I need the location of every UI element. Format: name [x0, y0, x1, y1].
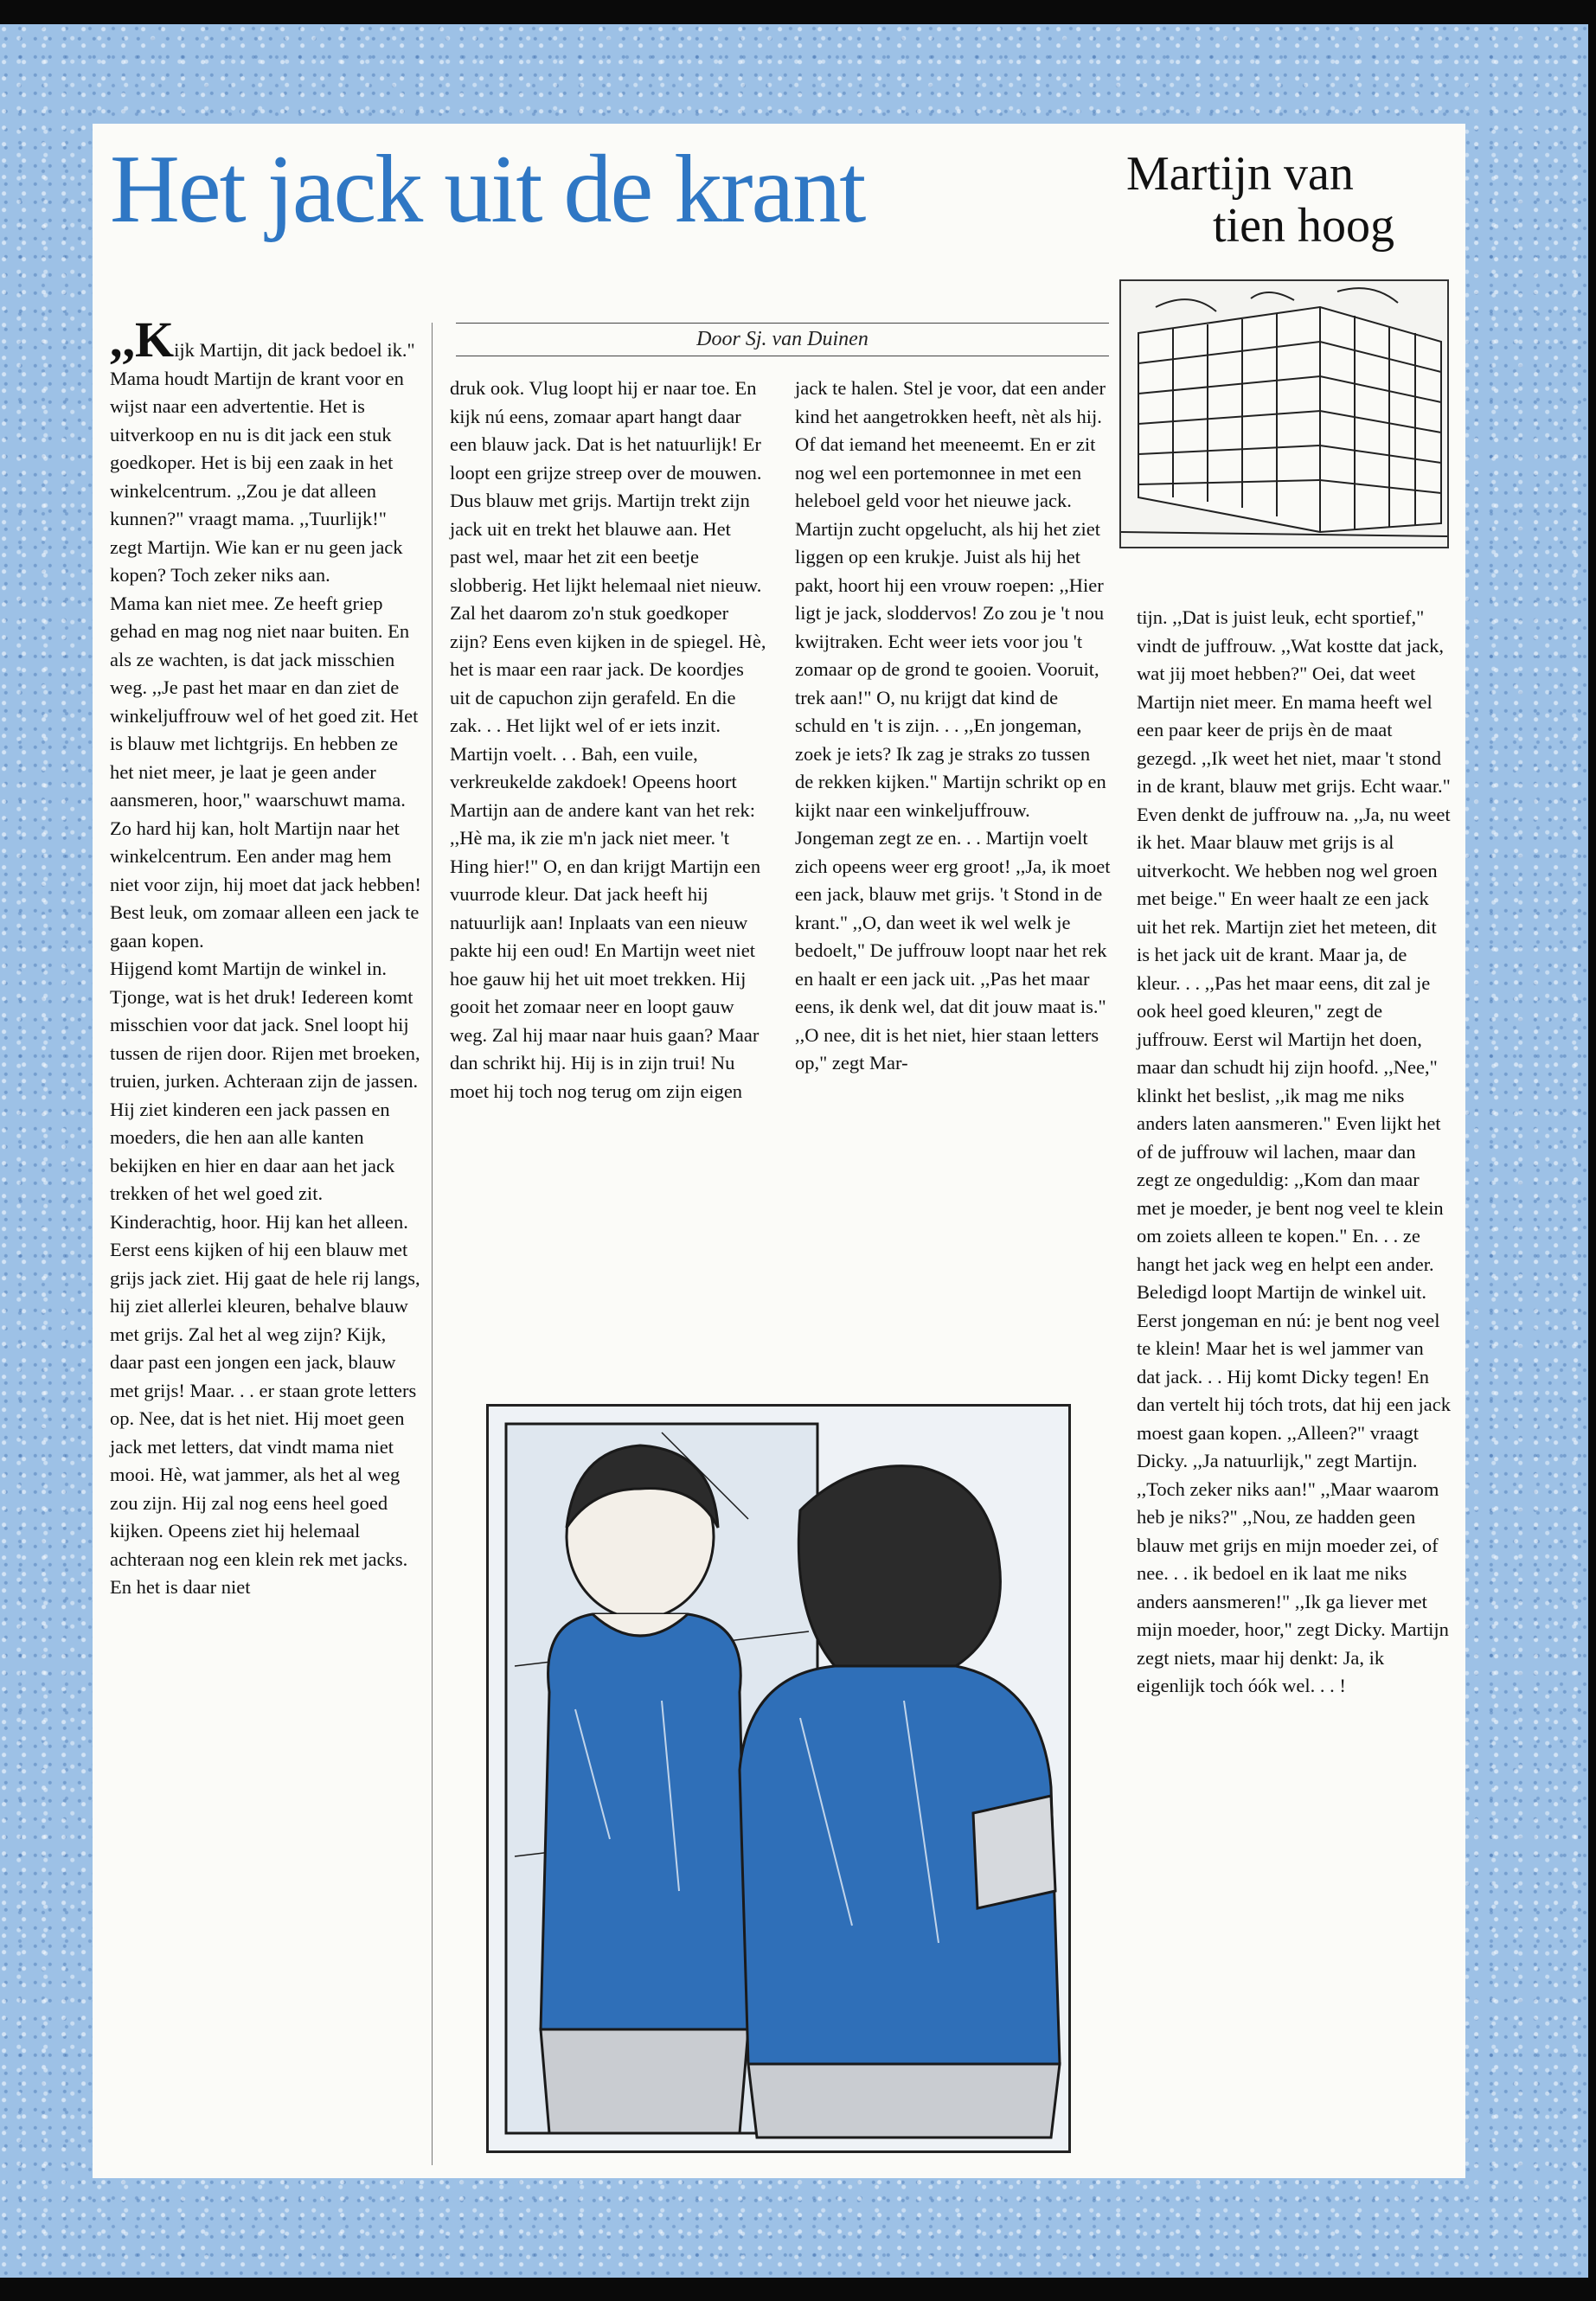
paragraph: Hijgend komt Martijn de winkel in. Tjonge, wat is het druk! Iedereen komt misschien voor dat jack. Snel loopt hij tussen de rijen door. Rijen met broeken, truien, jurken. Achteraan zijn de jassen. Hij ziet kinderen een jack passen en moeders, die hen aan alle kanten bekijken en hier en daar aan het jack trekken of het wel goed zit. Kinderachtig, hoor. Hij kan het alleen. Eerst eens kijken of hij een blauw met grijs jack ziet. Hij gaat de hele rij langs, hij ziet allerlei kleuren, behalve blauw met grijs. Zal het al weg zijn? Kijk, daar past een jongen een jack, blauw met grijs! Maar. . . er staan grote letters op. Nee, dat is het niet. Hij moet geen jack met letters, dat vindt mama niet mooi. Hè, wat jammer, als het al weg zou zijn. Hij zal nog eens heel goed kijken. Opeens ziet hij helemaal achteraan nog een klein rek met jacks. En het is daar niet: [110, 958, 420, 1598]
apartment-building-illustration: [1119, 279, 1449, 548]
article-title: Het jack uit de krant: [110, 136, 865, 243]
paragraph: Mama kan niet mee. Ze heeft griep gehad en mag nog niet naar buiten. En als ze wachten, is dat jack misschien weg. ,,Je past het maar en dan ziet de winkeljuffrouw wel of het goed zit. Het is blauw met lichtgrijs. En hebben ze het niet meer, je laat je geen ander aansmeren, hoor," waarschuwt mama.: [110, 592, 419, 811]
paragraph: druk ook. Vlug loopt hij er naar toe. En kijk nú eens, zomaar apart hangt daar een blauw jack. Dat is het natuurlijk! Er loopt een grijze streep over de mouwen. Dus blauw met grijs. Martijn trekt zijn jack uit en trekt het blauwe aan. Het past wel, maar het zit een beetje slobberig. Het lijkt helemaal niet nieuw. Zal het daarom zo'n stuk goedkoper zijn? Eens even kijken in de spiegel. Hè, het is maar een raar jack. De koordjes uit de capuchon zijn gerafeld. En die zak. . . Het lijkt wel of er iets inzit. Martijn voelt. . . Bah, een vuile, verkreukelde zakdoek! Opeens hoort Martijn aan de andere kant van het rek: ,,Hè ma, ik zie m'n jack niet meer. 't Hing hier!" O, en dan krijgt Martijn een vuurrode kleur. Dat jack heeft hij natuurlijk aan! Inplaats van een nieuw pakte hij een oud! En Martijn weet niet hoe gauw hij het uit moet trekken. Hij gooit het zomaar neer en loopt gauw weg. Zal hij maar naar huis gaan? Maar dan schrikt hij. Hij is in zijn trui! Nu moet hij toch nog terug om zijn eigen: [450, 377, 766, 1102]
paragraph: Zo hard hij kan, holt Martijn naar het winkelcentrum. Een ander mag hem niet voor zijn, hij moet dat jack hebben! Best leuk, om zomaar alleen een jack te gaan kopen.: [110, 817, 421, 952]
paragraph: [110, 311, 423, 590]
paragraph: jack te halen. Stel je voor, dat een ander kind het aangetrokken heeft, nèt als hij. Of dat iemand het meeneemt. En er zit nog wel een portemonnee in met een heleboel geld voor het nieuwe jack. Martijn zucht opgelucht, als hij het ziet liggen op een krukje. Juist als hij het pakt, hoort hij een vrouw roepen: ,,Hier ligt je jack, sloddervos! Zo zou je 't nou kwijtraken. Echt weer iets voor jou 't zomaar op de grond te gooien. Vooruit, trek aan!" O, nu krijgt dat kind de schuld en 't is zijn. . . ,,En jongeman, zoek je iets? Ik zag je straks zo tussen de rekken kijken." Martijn schrikt op en kijkt naar een winkeljuffrouw. Jongeman zegt ze en. . . Martijn voelt zich opeens weer erg groot! ,,Ja, ik moet een jack, blauw met grijs. 't Stond in de krant." ,,O, dan weet ik wel welk je bedoelt," De juffrouw loopt naar het rek en haalt er een jack uit. ,,Pas het maar eens, ik denk wel, dat dit jouw maat is." ,,O nee, dit is het niet, hier staan letters op," zegt Mar-: [795, 377, 1111, 1074]
opening-text: ijk Martijn, dit jack bedoel ik." Mama houdt Martijn de krant voor en wijst naar een advertentie. Het is uitverkoop en nu is dit jack een stuk goedkoper. Het is bij een zaak in het winkelcentrum. ,,Zou je dat alleen kunnen?" vraagt mama. ,,Tuurlijk!" zegt Martijn. Wie kan er nu geen jack kopen? Toch zeker niks aan.: [110, 339, 415, 586]
series-title-line2: tien hoog: [1213, 199, 1394, 253]
text-column-3: [795, 375, 1112, 1074]
text-column-1: [110, 311, 433, 2165]
magazine-page: [93, 124, 1465, 2178]
mirror-illustration: [486, 1404, 1071, 2153]
byline: Door Sj. van Duinen: [456, 323, 1109, 356]
paragraph: tijn. ,,Dat is juist leuk, echt sportief," vindt de juffrouw. ,,Wat kostte dat jack, wat jij moet hebben?" Oei, dat weet Martijn niet meer. En mama heeft wel een paar keer de prijs èn de maat gezegd. ,,Ik weet het niet, maar 't stond in de krant, blauw met grijs. Echt waar." Even denkt de juffrouw na. ,,Ja, nu weet ik het. Maar blauw met grijs is al uitverkocht. We hebben nog wel groen met beige." En weer haalt ze een jack uit het rek. Martijn ziet het meteen, dit is het jack uit de krant. Maar ja, de kleur. . . ,,Pas het maar eens, dit zal je ook heel goed kleuren," zegt de juffrouw. Eerst wil Martijn het doen, maar dan schudt hij zijn hoofd. ,,Nee," klinkt het beslist, ,,ik mag me niks anders laten aansmeren." Even lijkt het of de juffrouw wil lachen, maar dan zegt ze ongeduldig: ,,Kom dan maar met je moeder, je bent nog veel te klein om zoiets alleen te kopen." En. . . ze hangt het jack weg en helpt een ander. Beledigd loopt Martijn de winkel uit. Eerst jongeman en nú: je bent nog veel te klein! Maar het is wel jammer van dat jack. . . Hij komt Dicky tegen! En dan vertelt hij tóch trots, dat hij een jack moest gaan kopen. ,,Alleen?" vraagt Dicky. ,,Ja natuurlijk," zegt Martijn. ,,Toch zeker niks aan!" ,,Maar waarom heb je niks?" ,,Nou, ze hadden geen blauw met grijs en mijn moeder zei, of nee. . . ik bedoel en ik laat me niks anders aansmeren!" ,,Ik ga liever met mijn moeder, hoor," zegt Dicky. Martijn zegt niets, maar hij denkt: Ja, ik eigenlijk toch óók wel. . . !: [1137, 606, 1452, 1696]
text-column-4: [1137, 604, 1451, 2165]
text-column-2: [450, 375, 766, 1102]
decorative-blue-border: [0, 24, 1588, 2278]
drop-cap: ,,K: [110, 311, 175, 368]
series-title-line1: Martijn van: [1126, 147, 1354, 201]
